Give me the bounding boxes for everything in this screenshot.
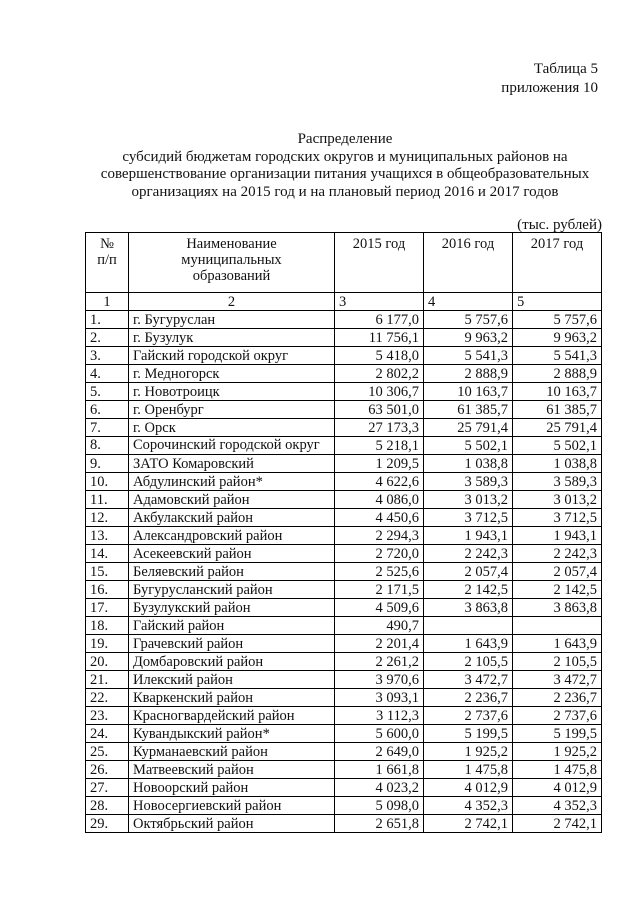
table-row [86, 383, 602, 401]
row-value-2015: 5 098,0 [335, 797, 424, 815]
row-municipality-name: Беляевский район [129, 563, 335, 581]
table-row [86, 581, 602, 599]
caption-table-number: Таблица 5 [533, 61, 598, 77]
header-2015: 2015 год [335, 233, 424, 293]
table-row [86, 707, 602, 725]
row-value-2017: 1 475,8 [513, 761, 602, 779]
row-value-2017: 5 757,6 [513, 311, 602, 329]
header-2016: 2016 год [424, 233, 513, 293]
row-municipality-name: Бузулукский район [129, 599, 335, 617]
row-value-2015: 3 093,1 [335, 689, 424, 707]
row-value-2016: 3 472,7 [424, 671, 513, 689]
row-number: 4. [86, 365, 129, 383]
row-value-2015: 27 173,3 [335, 419, 424, 437]
row-value-2017: 2 737,6 [513, 707, 602, 725]
table-row [86, 725, 602, 743]
row-municipality-name: Красногвардейский район [129, 707, 335, 725]
row-value-2015: 11 756,1 [335, 329, 424, 347]
row-number: 7. [86, 419, 129, 437]
row-value-2017: 1 038,8 [513, 455, 602, 473]
row-number: 14. [86, 545, 129, 563]
row-value-2016: 2 105,5 [424, 653, 513, 671]
subsidy-table [85, 232, 602, 833]
row-number: 24. [86, 725, 129, 743]
table-row [86, 329, 602, 347]
table-row [86, 365, 602, 383]
row-value-2015: 3 970,6 [335, 671, 424, 689]
table-header-row [86, 233, 602, 293]
row-value-2016: 3 589,3 [424, 473, 513, 491]
row-number: 23. [86, 707, 129, 725]
row-value-2015: 2 171,5 [335, 581, 424, 599]
row-value-2017: 3 013,2 [513, 491, 602, 509]
document-title [80, 131, 610, 201]
caption-appendix: приложения 10 [501, 80, 598, 96]
row-value-2015: 4 023,2 [335, 779, 424, 797]
row-value-2017 [513, 617, 602, 635]
row-municipality-name: Бугурусланский район [129, 581, 335, 599]
row-number: 18. [86, 617, 129, 635]
row-value-2015: 4 622,6 [335, 473, 424, 491]
table-row [86, 545, 602, 563]
row-value-2016: 4 012,9 [424, 779, 513, 797]
row-value-2016: 3 712,5 [424, 509, 513, 527]
row-municipality-name: Новоорский район [129, 779, 335, 797]
column-number-2: 2 [129, 293, 335, 311]
row-value-2015: 4 086,0 [335, 491, 424, 509]
table-row [86, 779, 602, 797]
row-value-2017: 4 352,3 [513, 797, 602, 815]
row-value-2015: 4 509,6 [335, 599, 424, 617]
row-number: 29. [86, 815, 129, 833]
table-row [86, 311, 602, 329]
row-value-2017: 5 502,1 [513, 437, 602, 455]
row-value-2017: 5 541,3 [513, 347, 602, 365]
row-value-2016: 5 757,6 [424, 311, 513, 329]
row-number: 17. [86, 599, 129, 617]
row-number: 9. [86, 455, 129, 473]
table-row [86, 401, 602, 419]
row-municipality-name: Кваркенский район [129, 689, 335, 707]
row-value-2016: 1 643,9 [424, 635, 513, 653]
row-value-2017: 3 472,7 [513, 671, 602, 689]
row-value-2017: 2 888,9 [513, 365, 602, 383]
table-row [86, 761, 602, 779]
table-row [86, 671, 602, 689]
table-row [86, 419, 602, 437]
row-value-2015: 2 261,2 [335, 653, 424, 671]
row-municipality-name: Гайский городской округ [129, 347, 335, 365]
table-row [86, 689, 602, 707]
row-value-2017: 2 242,3 [513, 545, 602, 563]
header-number-line-1: № [100, 236, 114, 252]
table-row [86, 437, 602, 455]
column-number-3: 3 [335, 293, 424, 311]
row-value-2015: 1 209,5 [335, 455, 424, 473]
table-row [86, 563, 602, 581]
row-number: 21. [86, 671, 129, 689]
row-number: 8. [86, 437, 129, 455]
row-municipality-name: Асекеевский район [129, 545, 335, 563]
row-value-2017: 2 236,7 [513, 689, 602, 707]
row-value-2017: 2 057,4 [513, 563, 602, 581]
row-value-2017: 1 643,9 [513, 635, 602, 653]
row-value-2016: 10 163,7 [424, 383, 513, 401]
title-line-1: Распределение [297, 131, 393, 147]
header-name-line-2: муниципальных [181, 252, 282, 268]
row-value-2017: 25 791,4 [513, 419, 602, 437]
row-value-2017: 5 199,5 [513, 725, 602, 743]
column-number-5: 5 [513, 293, 602, 311]
row-municipality-name: Сорочинский городской округ [129, 437, 335, 455]
row-value-2015: 1 661,8 [335, 761, 424, 779]
row-value-2015: 3 112,3 [335, 707, 424, 725]
row-value-2017: 1 943,1 [513, 527, 602, 545]
row-value-2016: 61 385,7 [424, 401, 513, 419]
row-value-2016: 1 038,8 [424, 455, 513, 473]
row-municipality-name: Александровский район [129, 527, 335, 545]
header-number-line-2: п/п [97, 252, 117, 268]
row-value-2016: 5 502,1 [424, 437, 513, 455]
row-municipality-name: Новосергиевский район [129, 797, 335, 815]
table-caption [501, 60, 598, 98]
row-value-2017: 2 142,5 [513, 581, 602, 599]
row-municipality-name: ЗАТО Комаровский [129, 455, 335, 473]
table-row [86, 815, 602, 833]
row-value-2016: 3 013,2 [424, 491, 513, 509]
row-value-2016: 2 888,9 [424, 365, 513, 383]
header-number [86, 233, 129, 293]
row-value-2015: 2 649,0 [335, 743, 424, 761]
row-value-2017: 61 385,7 [513, 401, 602, 419]
row-value-2015: 63 501,0 [335, 401, 424, 419]
row-value-2015: 5 218,1 [335, 437, 424, 455]
table-row [86, 617, 602, 635]
row-number: 10. [86, 473, 129, 491]
row-number: 12. [86, 509, 129, 527]
row-value-2016: 2 737,6 [424, 707, 513, 725]
row-value-2016: 3 863,8 [424, 599, 513, 617]
unit-label: (тыс. рублей) [517, 217, 602, 233]
row-value-2015: 2 720,0 [335, 545, 424, 563]
title-line-4: организациях на 2015 год и на плановый период 2016 и 2017 годов [131, 183, 559, 200]
row-value-2017: 3 712,5 [513, 509, 602, 527]
row-municipality-name: Матвеевский район [129, 761, 335, 779]
table-row [86, 599, 602, 617]
table-row [86, 491, 602, 509]
column-number-1: 1 [86, 293, 129, 311]
row-value-2017: 10 163,7 [513, 383, 602, 401]
row-value-2016: 2 242,3 [424, 545, 513, 563]
table-row [86, 455, 602, 473]
row-number: 27. [86, 779, 129, 797]
row-value-2017: 1 925,2 [513, 743, 602, 761]
table-row [86, 743, 602, 761]
row-number: 1. [86, 311, 129, 329]
table-row [86, 527, 602, 545]
row-value-2016: 5 541,3 [424, 347, 513, 365]
row-municipality-name: Грачевский район [129, 635, 335, 653]
row-value-2015: 10 306,7 [335, 383, 424, 401]
row-value-2017: 3 589,3 [513, 473, 602, 491]
row-value-2016: 9 963,2 [424, 329, 513, 347]
row-number: 19. [86, 635, 129, 653]
column-number-row [86, 293, 602, 311]
row-municipality-name: г. Медногорск [129, 365, 335, 383]
row-number: 22. [86, 689, 129, 707]
row-value-2016: 2 236,7 [424, 689, 513, 707]
row-number: 25. [86, 743, 129, 761]
row-value-2017: 3 863,8 [513, 599, 602, 617]
row-value-2016: 4 352,3 [424, 797, 513, 815]
table-row [86, 653, 602, 671]
row-number: 13. [86, 527, 129, 545]
row-value-2015: 5 600,0 [335, 725, 424, 743]
row-municipality-name: Гайский район [129, 617, 335, 635]
row-value-2017: 9 963,2 [513, 329, 602, 347]
row-number: 11. [86, 491, 129, 509]
table-row [86, 635, 602, 653]
title-line-3: совершенствование организации питания учащихся в общеобразовательных [100, 166, 590, 182]
row-number: 15. [86, 563, 129, 581]
row-municipality-name: г. Бугуруслан [129, 311, 335, 329]
row-value-2015: 2 802,2 [335, 365, 424, 383]
row-municipality-name: Адамовский район [129, 491, 335, 509]
row-value-2016: 1 475,8 [424, 761, 513, 779]
table-row [86, 509, 602, 527]
row-municipality-name: Октябрьский район [129, 815, 335, 833]
row-value-2015: 5 418,0 [335, 347, 424, 365]
header-2017: 2017 год [513, 233, 602, 293]
header-name [129, 233, 335, 293]
row-value-2016: 2 057,4 [424, 563, 513, 581]
row-value-2015: 2 201,4 [335, 635, 424, 653]
row-number: 2. [86, 329, 129, 347]
row-municipality-name: г. Бузулук [129, 329, 335, 347]
row-municipality-name: Илекский район [129, 671, 335, 689]
row-value-2017: 4 012,9 [513, 779, 602, 797]
row-municipality-name: Кувандыкский район* [129, 725, 335, 743]
row-value-2015: 490,7 [335, 617, 424, 635]
row-value-2016: 2 742,1 [424, 815, 513, 833]
row-number: 5. [86, 383, 129, 401]
row-number: 20. [86, 653, 129, 671]
row-municipality-name: г. Новотроицк [129, 383, 335, 401]
row-value-2015: 2 294,3 [335, 527, 424, 545]
column-number-4: 4 [424, 293, 513, 311]
row-value-2016: 1 943,1 [424, 527, 513, 545]
table-row [86, 347, 602, 365]
row-number: 3. [86, 347, 129, 365]
header-name-line-1: Наименование [186, 236, 277, 252]
row-value-2016 [424, 617, 513, 635]
row-number: 16. [86, 581, 129, 599]
row-value-2015: 2 525,6 [335, 563, 424, 581]
table-row [86, 473, 602, 491]
row-value-2016: 1 925,2 [424, 743, 513, 761]
row-municipality-name: Акбулакский район [129, 509, 335, 527]
row-municipality-name: Абдулинский район* [129, 473, 335, 491]
row-municipality-name: Домбаровский район [129, 653, 335, 671]
row-municipality-name: г. Орск [129, 419, 335, 437]
row-value-2017: 2 742,1 [513, 815, 602, 833]
table-row [86, 797, 602, 815]
row-value-2015: 2 651,8 [335, 815, 424, 833]
row-number: 6. [86, 401, 129, 419]
title-line-2: субсидий бюджетам городских округов и муниципальных районов на [122, 148, 568, 165]
row-value-2015: 6 177,0 [335, 311, 424, 329]
row-municipality-name: Курманаевский район [129, 743, 335, 761]
row-value-2016: 2 142,5 [424, 581, 513, 599]
row-value-2017: 2 105,5 [513, 653, 602, 671]
row-value-2015: 4 450,6 [335, 509, 424, 527]
row-number: 26. [86, 761, 129, 779]
row-value-2016: 25 791,4 [424, 419, 513, 437]
header-name-line-3: образований [192, 268, 271, 284]
row-number: 28. [86, 797, 129, 815]
row-municipality-name: г. Оренбург [129, 401, 335, 419]
row-value-2016: 5 199,5 [424, 725, 513, 743]
